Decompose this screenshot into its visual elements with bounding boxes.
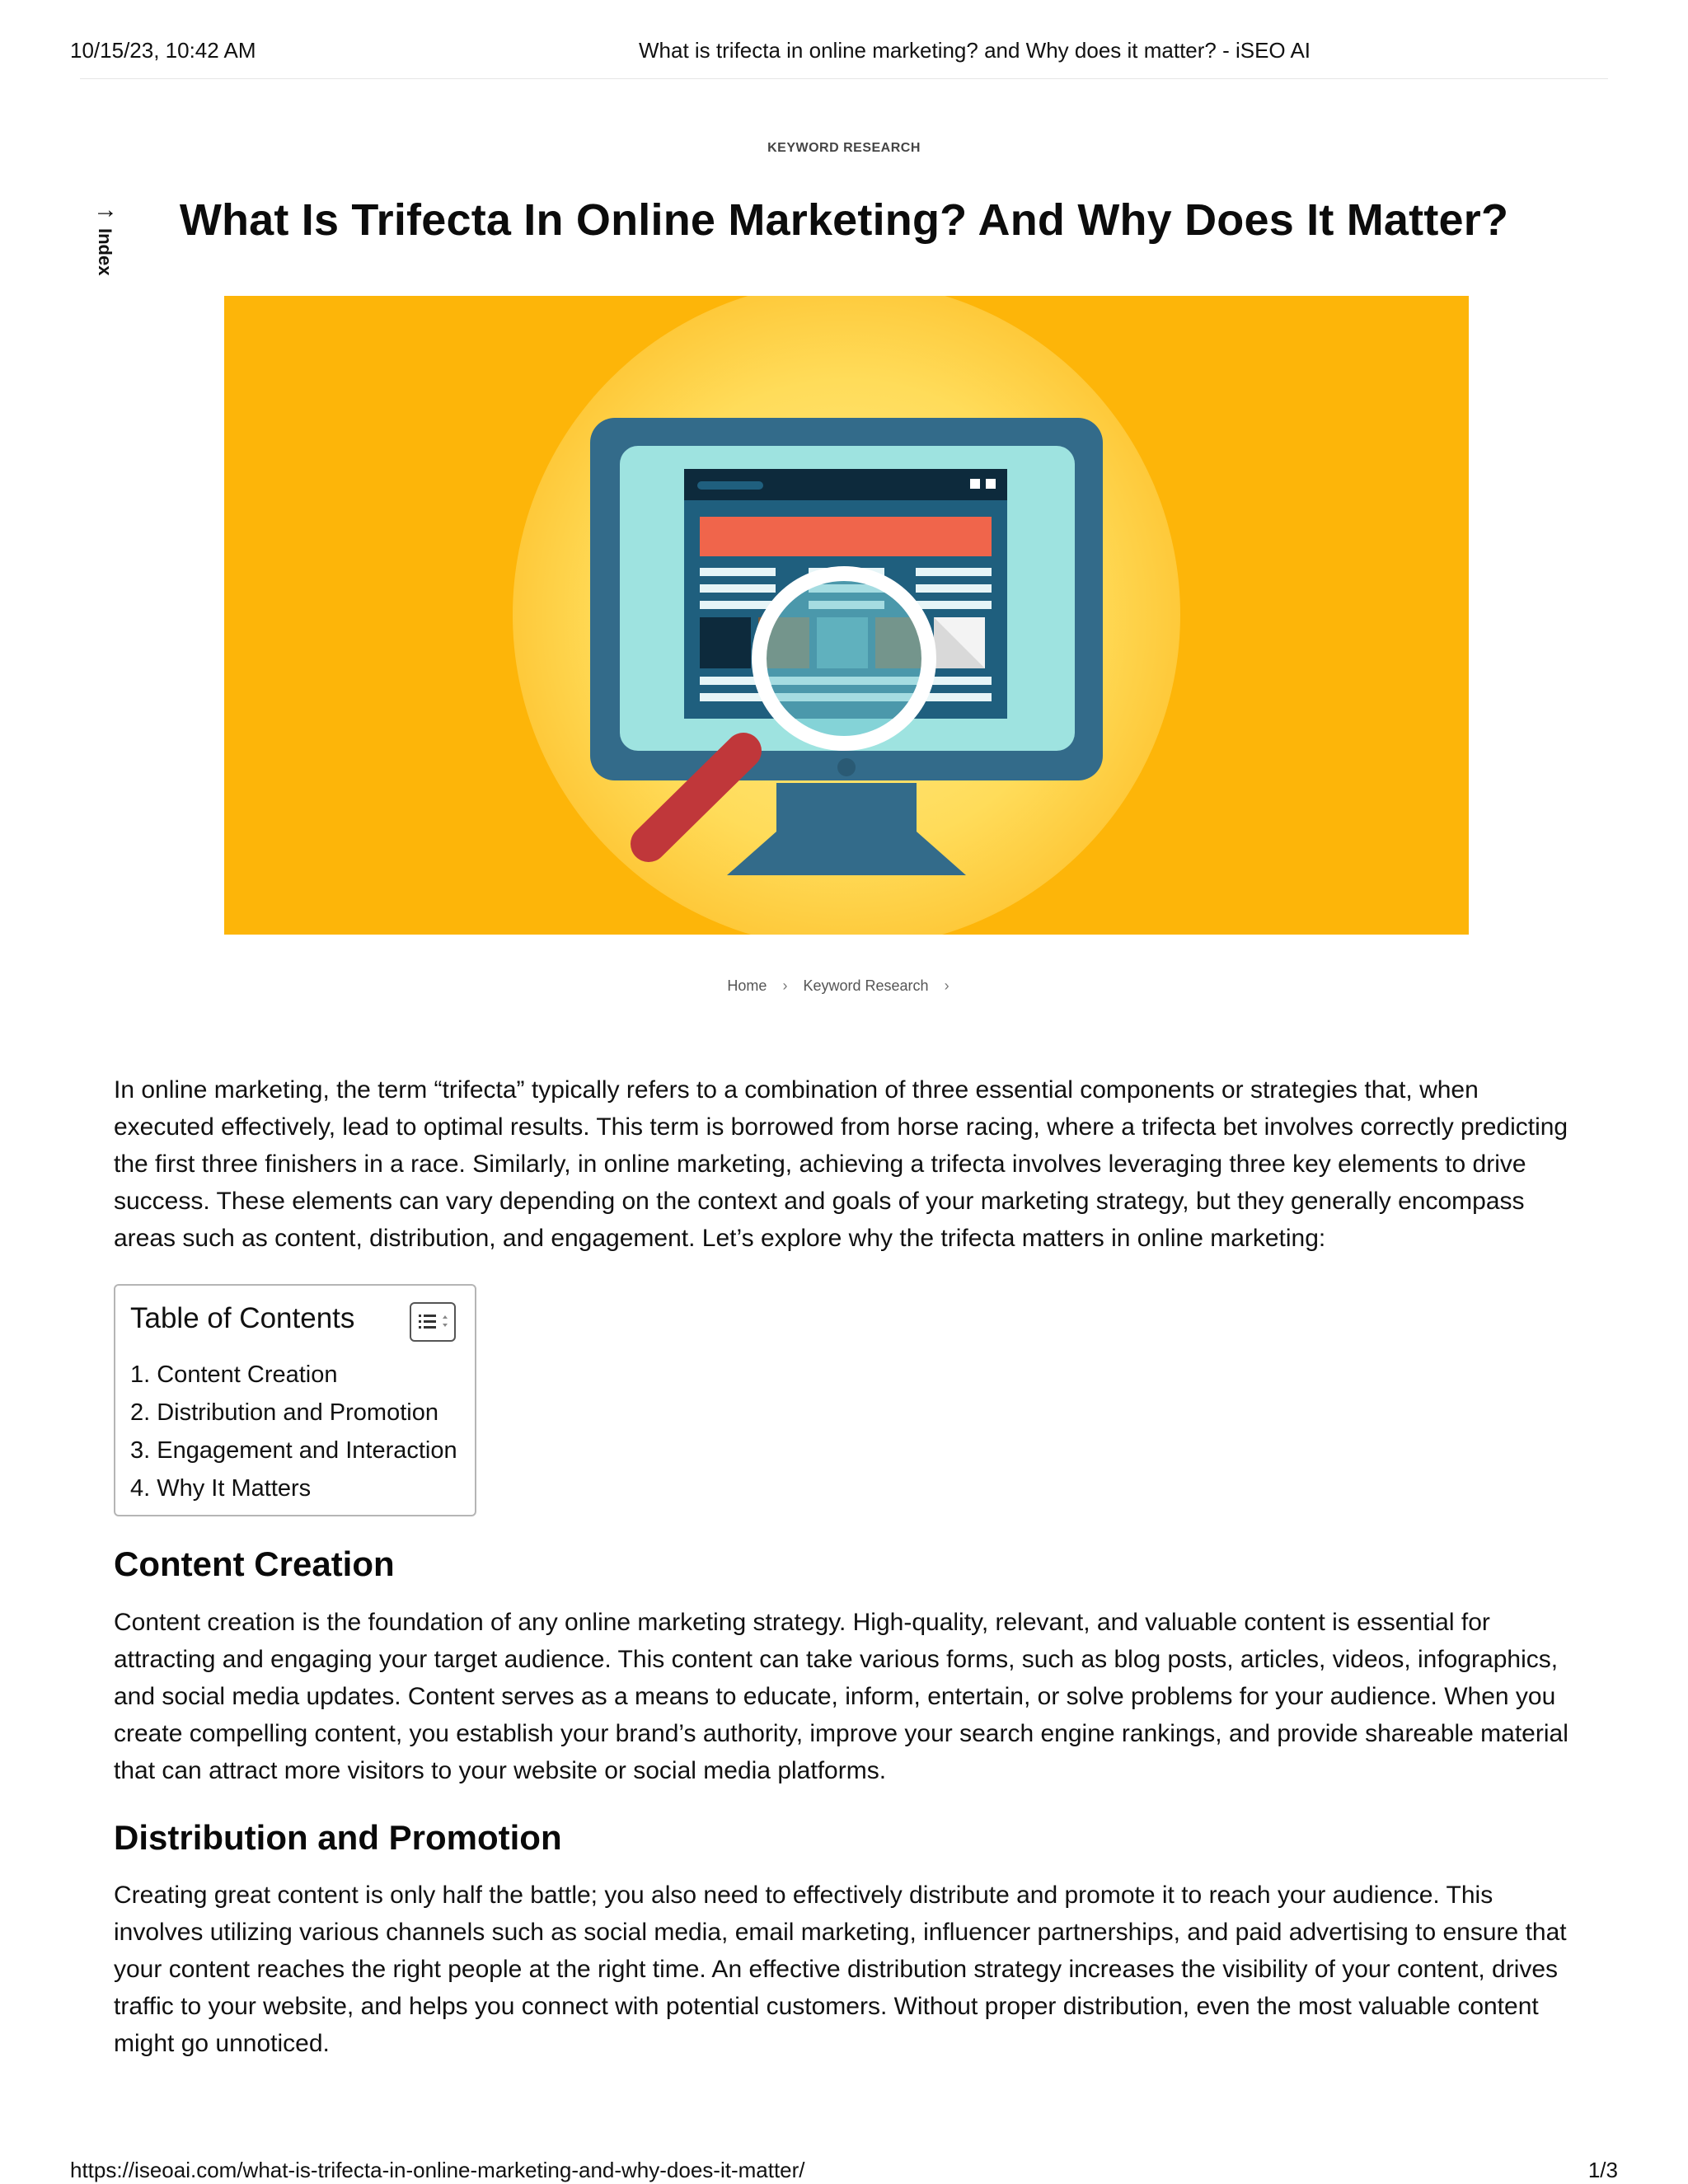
browser-address <box>697 481 763 490</box>
print-document-title: What is trifecta in online marketing? and Why does it matter? - iSEO AI <box>639 38 1311 63</box>
article-category[interactable]: KEYWORD RESEARCH <box>767 141 921 155</box>
breadcrumb <box>0 977 1688 995</box>
breadcrumb-category[interactable]: Keyword Research <box>803 977 929 994</box>
arrow-right-icon: → <box>93 196 118 223</box>
text-line <box>700 601 776 609</box>
toc-item[interactable]: 3. Engagement and Interaction <box>130 1437 457 1464</box>
section-body-content-creation: Content creation is the foundation of any online marketing strategy. High-quality, relevant, and valuable content is essential for attracting and engaging your target audience. This content can take various forms, such as blog posts, articles, videos, infographics, and social media updates. Content serves as a means to educate, inform, entertain, or solve problems for your audience. When you create compelling content, you establish your brand’s authority, improve your search engine rankings, and provide shareable material that can attract more visitors to your website or social media platforms. <box>114 1609 1568 1784</box>
text-line <box>916 584 992 593</box>
chevron-right-icon: › <box>782 977 788 994</box>
table-of-contents <box>114 1284 476 1516</box>
section-heading-distribution: Distribution and Promotion <box>114 1818 562 1857</box>
index-label[interactable]: Index <box>95 228 115 276</box>
browser-banner <box>700 517 992 556</box>
text-line <box>700 584 776 593</box>
minimize-icon <box>970 479 980 489</box>
section-body-distribution: Creating great content is only half the battle; you also need to effectively distribute and promote it to reach your audience. This involves utilizing various channels such as social media, email marketing, influencer partnerships, and paid advertising to ensure that your content reaches the right people at the right time. An effective distribution strategy increases the visibility of your content, drives traffic to your website, and helps you connect with potential customers. Without proper distribution, even the most valuable content might go unnoticed. <box>114 1882 1567 2057</box>
magnifier-lens <box>759 574 929 743</box>
print-header <box>70 38 1618 71</box>
page-title: What Is Trifecta In Online Marketing? And Why Does It Matter? <box>179 195 1509 245</box>
list-icon <box>411 1304 454 1340</box>
text-line <box>916 601 992 609</box>
close-icon <box>986 479 996 489</box>
toc-item[interactable]: 1. Content Creation <box>130 1361 338 1388</box>
hero-image <box>224 296 1469 935</box>
toc-title: Table of Contents <box>130 1302 355 1334</box>
section-heading-content-creation: Content Creation <box>114 1544 395 1583</box>
toc-item[interactable]: 2. Distribution and Promotion <box>130 1399 438 1426</box>
monitor-button <box>837 758 856 776</box>
chevron-right-icon: › <box>944 977 950 994</box>
page-number: 1/3 <box>1587 2158 1618 2182</box>
header-divider <box>80 78 1608 79</box>
toc-list <box>130 1356 457 1507</box>
toc-item[interactable]: 4. Why It Matters <box>130 1475 312 1502</box>
text-line <box>916 568 992 576</box>
intro-paragraph: In online marketing, the term “trifecta” typically refers to a combination of three essential components or strategies that, when executed effectively, lead to optimal results. This term is borrowed from horse racing, where a trifecta bet involves correctly predicting the first three finishers in a race. Similarly, in online marketing, achieving a trifecta involves leveraging three key elements to drive success. These elements can vary depending on the context and goals of your marketing strategy, but they generally encompass areas such as content, distribution, and engagement. Let’s explore why the trifecta matters in online marketing: <box>114 1076 1568 1252</box>
print-url: https://iseoai.com/what-is-trifecta-in-online-marketing-and-why-does-it-matter/ <box>70 2158 805 2182</box>
hero-illustration <box>224 296 1469 935</box>
print-datetime: 10/15/23, 10:42 AM <box>70 38 256 63</box>
text-line <box>700 568 776 576</box>
breadcrumb-home[interactable]: Home <box>727 977 767 994</box>
toc-toggle-button[interactable] <box>410 1302 456 1342</box>
thumbnail <box>700 617 751 668</box>
